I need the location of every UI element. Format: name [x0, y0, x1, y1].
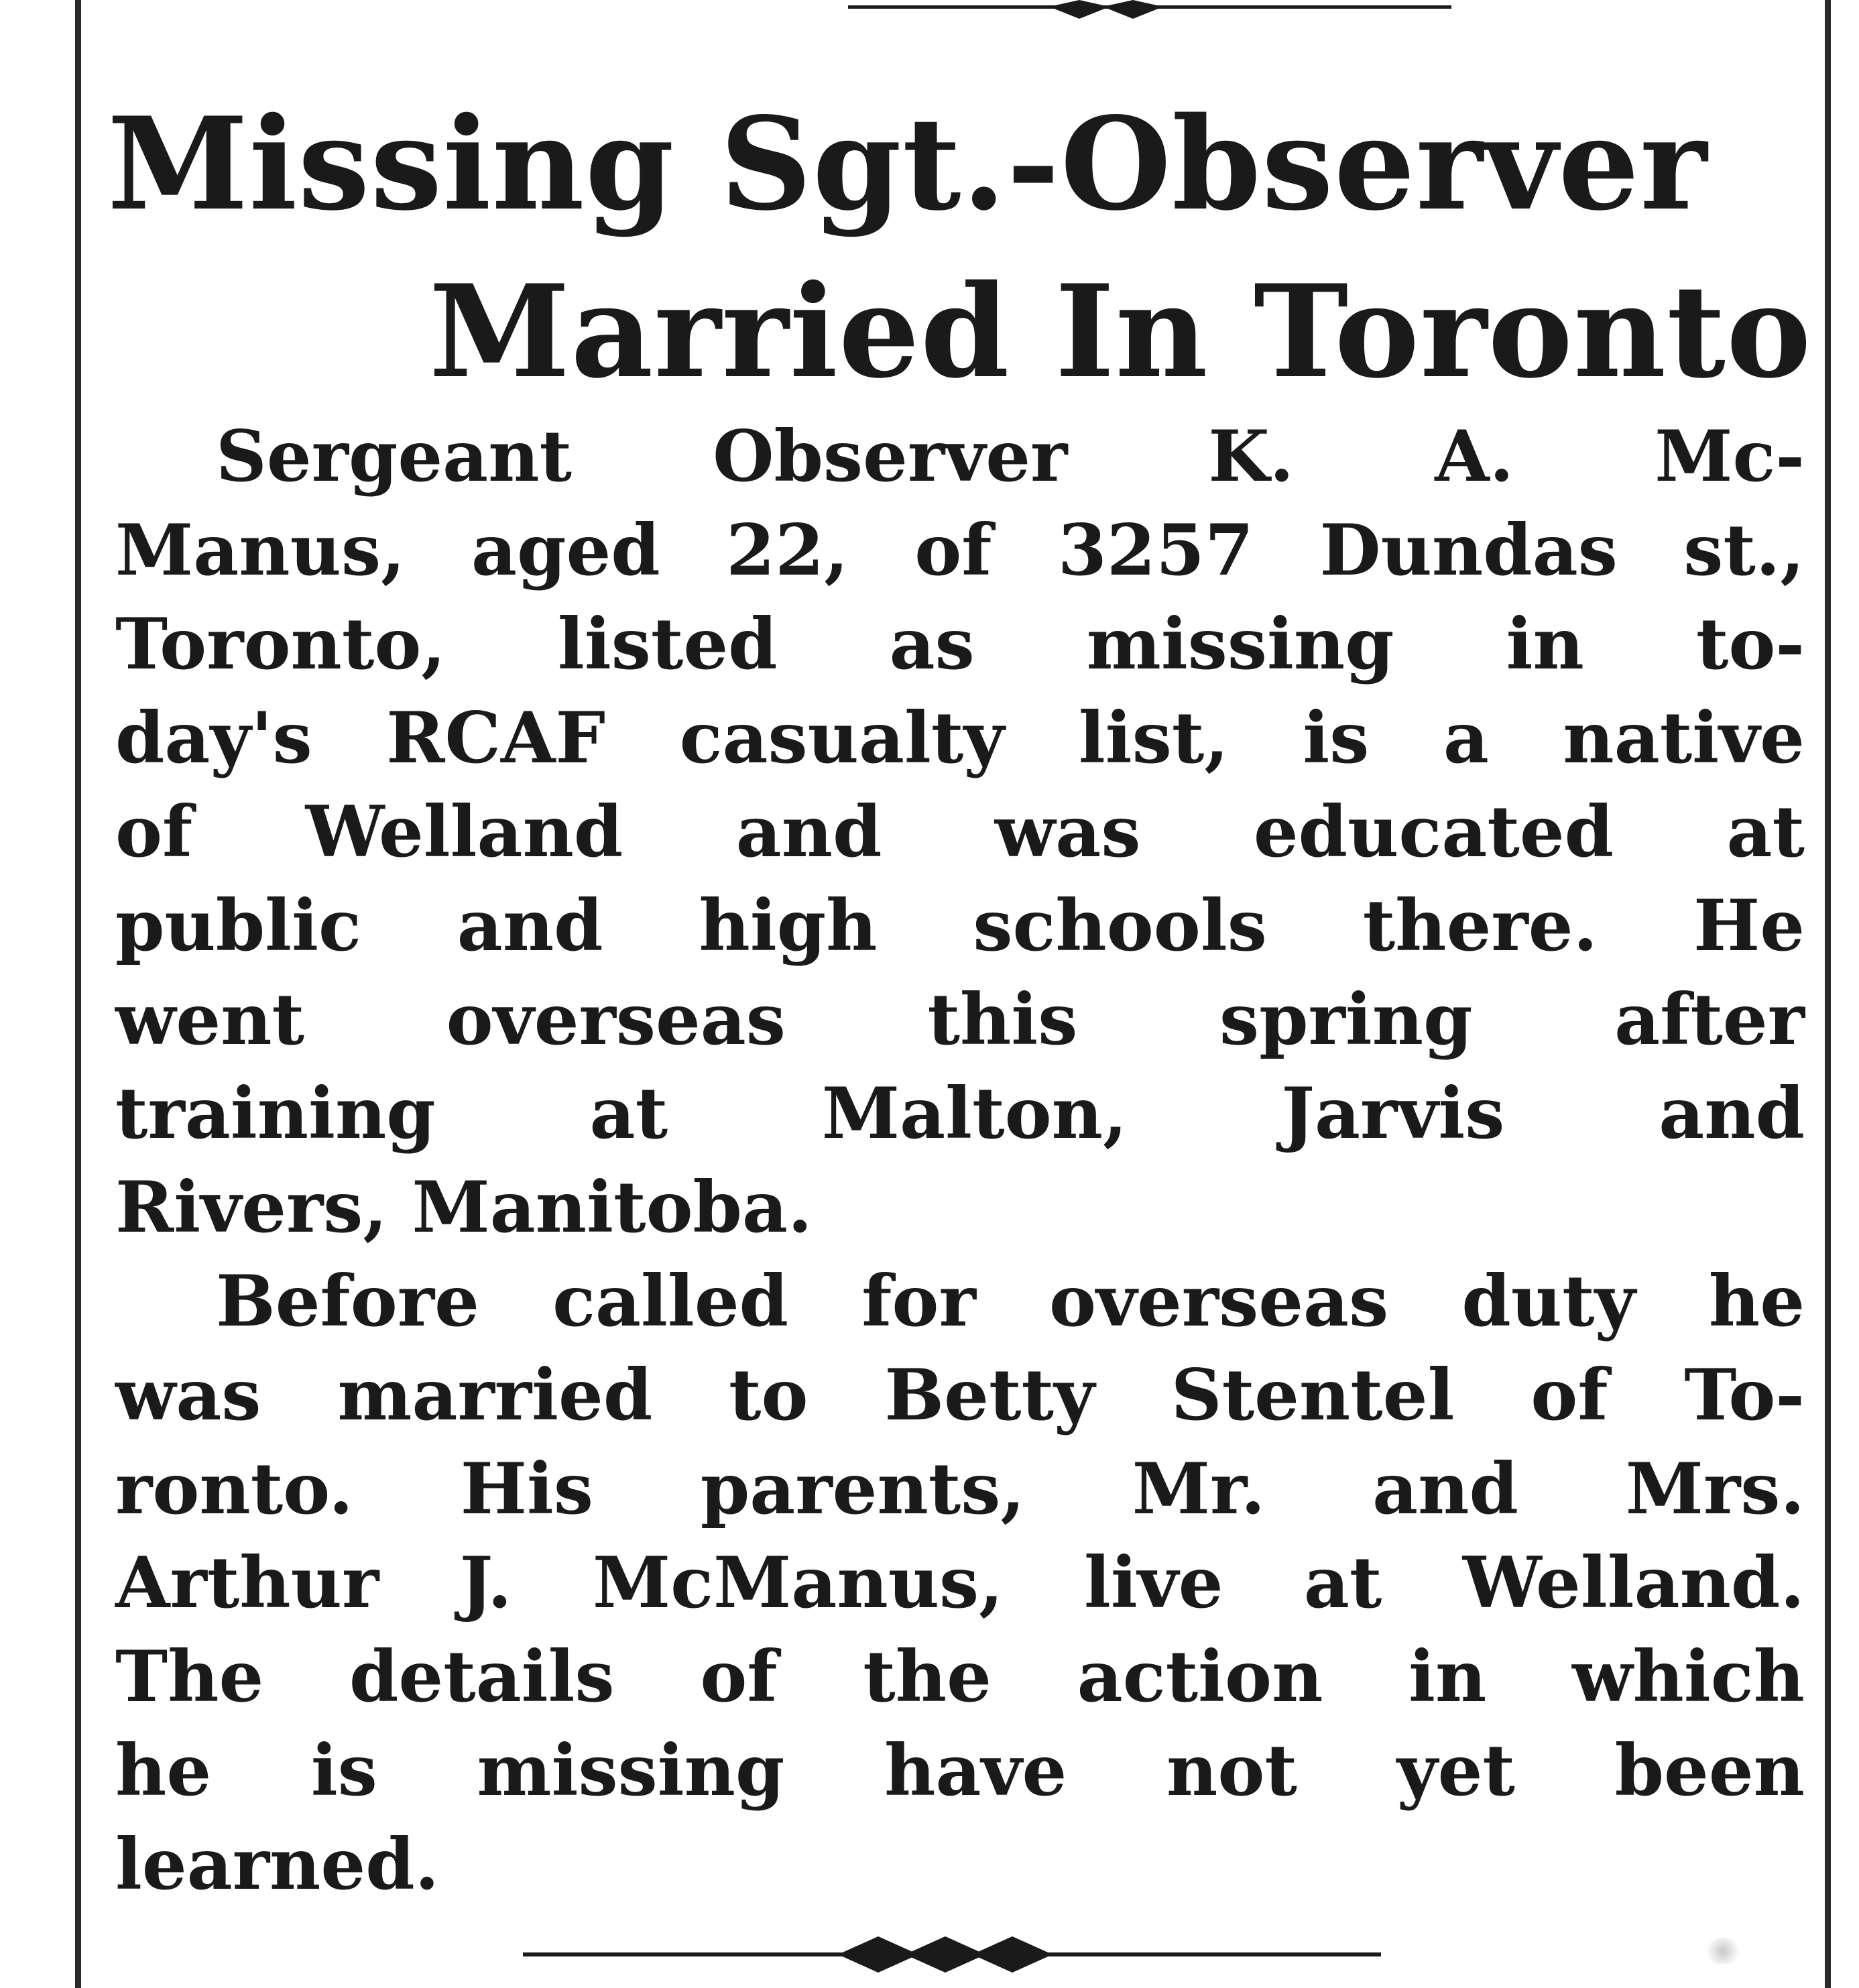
- paragraph-1-line: day's RCAF casualty list, is a native: [115, 696, 1805, 779]
- print-smudge: [1703, 1938, 1743, 1965]
- paragraph-1-line: of Welland and was educated at: [115, 790, 1805, 873]
- paragraph-1-line: Rivers, Manitoba.: [115, 1165, 813, 1248]
- paragraph-2-line: Before called for overseas duty he: [216, 1259, 1805, 1342]
- paragraph-1-line: public and high schools there. He: [115, 884, 1805, 967]
- paragraph-2-line: learned.: [115, 1822, 440, 1906]
- paragraph-2-line: ronto. His parents, Mr. and Mrs.: [115, 1447, 1805, 1530]
- ornamental-rule-top-icon: [848, 0, 1451, 27]
- paragraph-1-line: Manus, aged 22, of 3257 Dundas st.,: [115, 508, 1805, 591]
- headline-line-1: Missing Sgt.-Observer: [107, 89, 1708, 239]
- column-rule-right: [1825, 0, 1831, 1988]
- paragraph-2-line: Arthur J. McManus, live at Welland.: [115, 1541, 1805, 1624]
- paragraph-1-line: Toronto, listed as missing in to-: [115, 602, 1805, 685]
- headline-line-2: Married In Toronto: [429, 257, 1812, 406]
- paragraph-1-line: Sergeant Observer K. A. Mc-: [216, 414, 1805, 498]
- paragraph-1-line: went overseas this spring after: [115, 978, 1805, 1061]
- headline: [107, 80, 1810, 416]
- article-body: [115, 409, 1805, 1911]
- paragraph-2-line: he is missing have not yet been: [115, 1729, 1805, 1812]
- ornamental-rule-bottom-icon: [523, 1931, 1381, 1978]
- column-rule-left: [75, 0, 81, 1988]
- paragraph-2-line: was married to Betty Stentel of To-: [115, 1353, 1805, 1436]
- paragraph-1-line: training at Malton, Jarvis and: [115, 1071, 1805, 1155]
- paragraph-2-line: The details of the action in which: [115, 1635, 1805, 1718]
